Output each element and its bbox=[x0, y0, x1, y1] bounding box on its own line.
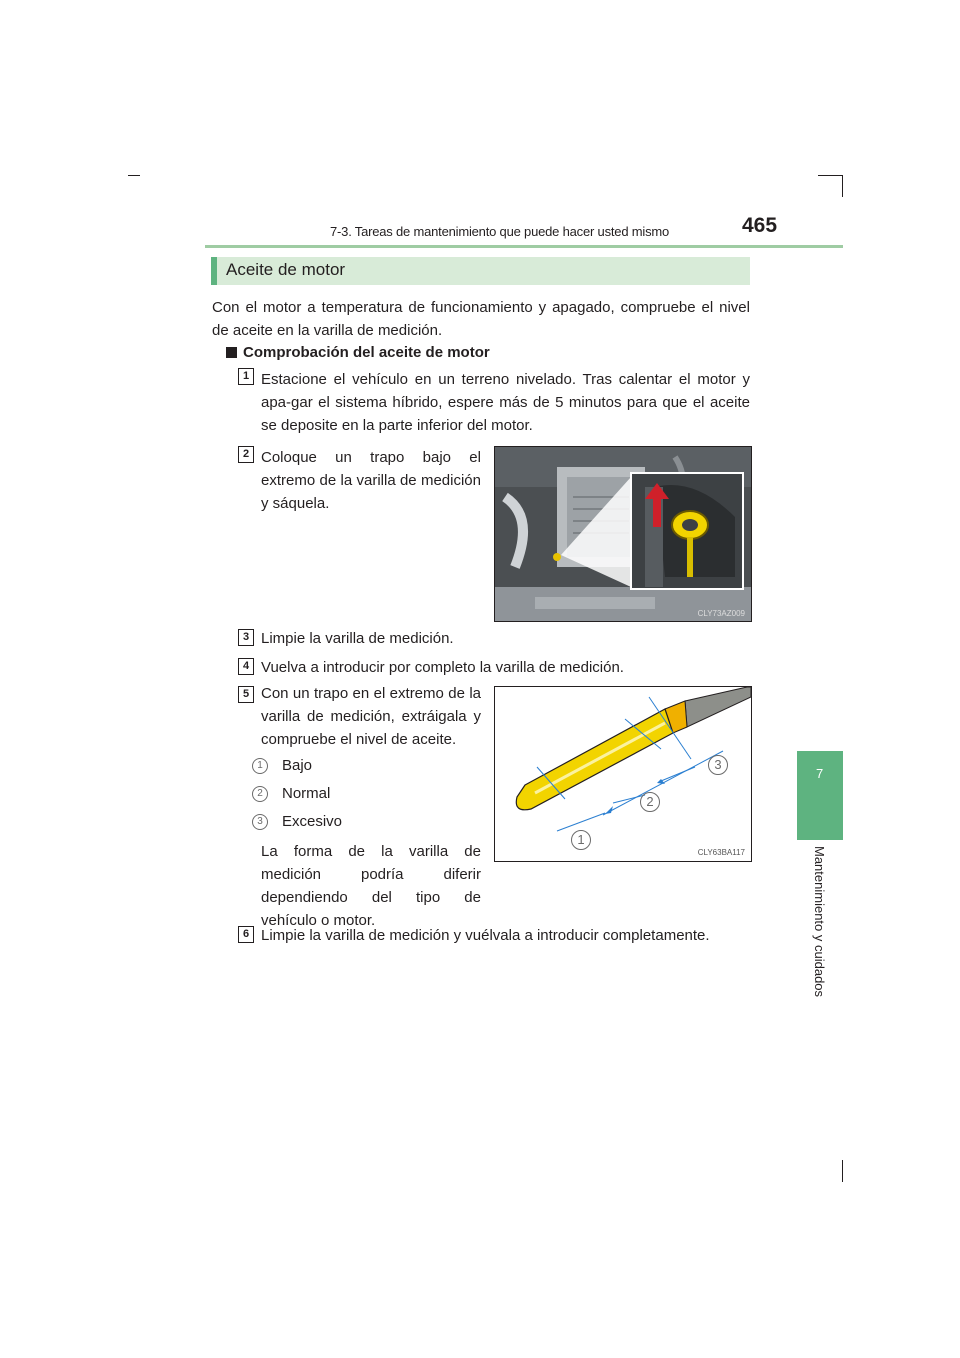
level-label: Normal bbox=[282, 785, 331, 802]
crop-mark bbox=[128, 175, 140, 176]
level-marker: 1 bbox=[252, 758, 268, 774]
crop-mark bbox=[842, 1160, 843, 1182]
page-number: 465 bbox=[742, 214, 778, 237]
section-header-accent bbox=[211, 257, 217, 285]
square-bullet-icon bbox=[226, 347, 237, 358]
step-number-badge: 1 bbox=[238, 368, 254, 385]
level-item bbox=[252, 757, 312, 774]
crop-mark bbox=[842, 175, 843, 197]
level-marker: 3 bbox=[252, 814, 268, 830]
header-rule bbox=[205, 245, 843, 248]
step-number-badge: 6 bbox=[238, 926, 254, 943]
step-text: Vuelva a introducir por completo la varilla de medición. bbox=[261, 659, 624, 676]
section-title: Aceite de motor bbox=[226, 260, 346, 279]
crop-mark bbox=[818, 175, 842, 176]
level-marker: 2 bbox=[252, 786, 268, 802]
intro-paragraph: Con el motor a temperatura de funcionamiento y apagado, compruebe el nivel de aceite en la varilla de medición. bbox=[212, 299, 750, 339]
step-number-badge: 4 bbox=[238, 658, 254, 675]
level-label: Excesivo bbox=[282, 813, 343, 830]
step-text: Limpie la varilla de medición. bbox=[261, 630, 454, 647]
engine-bay-figure bbox=[494, 446, 752, 622]
dipstick-figure bbox=[494, 686, 752, 862]
figure-code: CLY73AZ009 bbox=[697, 609, 745, 618]
note-paragraph: La forma de la varilla de medición podría diferir dependiendo del tipo de vehículo o motor. bbox=[261, 843, 481, 929]
subheading-text: Comprobación del aceite de motor bbox=[243, 344, 490, 361]
chapter-number: 7 bbox=[816, 766, 824, 781]
step-number-badge: 5 bbox=[238, 686, 254, 703]
step-number-badge: 3 bbox=[238, 629, 254, 646]
step-text: Con un trapo en el extremo de la varilla de medición, extráigala y compruebe el nivel de aceite. bbox=[261, 685, 481, 748]
step-text: Estacione el vehículo en un terreno nivelado. Tras calentar el motor y apa-gar el sistema híbrido, espere más de 5 minutos para que el aceite se deposite en la parte inferior del motor. bbox=[261, 371, 750, 434]
level-item bbox=[252, 813, 342, 830]
chapter-tab bbox=[797, 751, 843, 840]
step-text: Limpie la varilla de medición y vuélvala a introducir completamente. bbox=[261, 927, 710, 944]
chapter-label: Mantenimiento y cuidados bbox=[812, 846, 827, 998]
running-header: 7-3. Tareas de mantenimiento que puede hacer usted mismo bbox=[330, 224, 670, 239]
level-label: Bajo bbox=[282, 757, 313, 774]
dipstick-illustration bbox=[495, 687, 751, 861]
step-text: Coloque un trapo bajo el extremo de la varilla de medición y sáquela. bbox=[261, 449, 481, 512]
figure-code: CLY63BA117 bbox=[697, 848, 745, 857]
callout-3: 3 bbox=[708, 755, 728, 775]
level-item bbox=[252, 785, 330, 802]
step-number-badge: 2 bbox=[238, 446, 254, 463]
engine-illustration bbox=[495, 447, 751, 621]
callout-2: 2 bbox=[640, 792, 660, 812]
callout-1: 1 bbox=[571, 830, 591, 850]
subheading bbox=[226, 344, 490, 361]
